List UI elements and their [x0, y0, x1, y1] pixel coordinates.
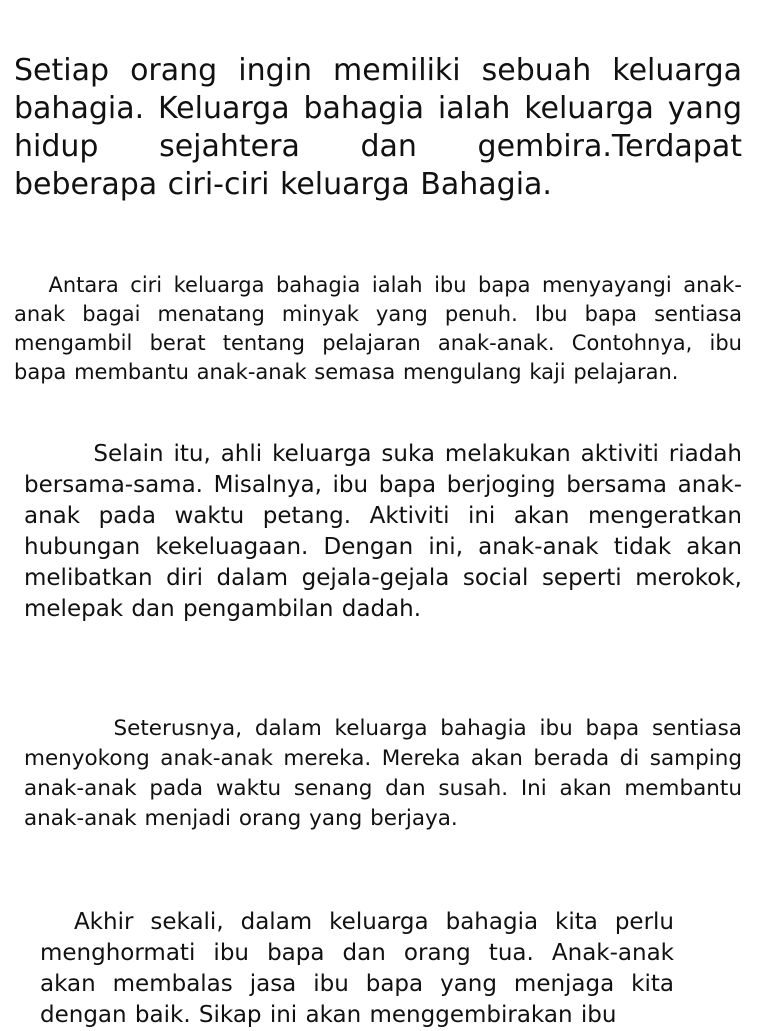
paragraph-ciri-pertama: Antara ciri keluarga bahagia ialah ibu bapa menyayangi anak-anak bagai menatang minyak yang penuh. Ibu bapa sentiasa mengambil berat tentang pelajaran anak-anak. Contohnya, ibu bapa membantu anak-anak semasa mengulang kaji pelajaran. [14, 273, 742, 384]
paragraph-akhir-sekali: Akhir sekali, dalam keluarga bahagia kita perlu menghormati ibu bapa dan orang tua. Anak-anak akan membalas jasa ibu bapa yang menjaga kita dengan baik. Sikap ini akan menggembirakan ibu [40, 909, 674, 1028]
intro-paragraph: Setiap orang ingin memiliki sebuah keluarga bahagia. Keluarga bahagia ialah keluarga yang hidup sejahtera dan gembira.Terdapat beberapa ciri-ciri keluarga Bahagia. [14, 53, 742, 202]
paragraph-selain-itu: Selain itu, ahli keluarga suka melakukan aktiviti riadah bersama-sama. Misalnya, ibu bapa berjoging bersama anak-anak pada waktu petang. Aktiviti ini akan mengeratkan hubungan kekeluagaan. Dengan ini, anak-anak tidak akan melibatkan diri dalam gejala-gejala social seperti merokok, melepak dan pengambilan dadah. [24, 441, 742, 622]
paragraph-seterusnya: Seterusnya, dalam keluarga bahagia ibu bapa sentiasa menyokong anak-anak mereka. Mereka akan berada di samping anak-anak pada waktu senang dan susah. Ini akan membantu anak-anak menjadi orang yang berjaya. [24, 716, 742, 831]
